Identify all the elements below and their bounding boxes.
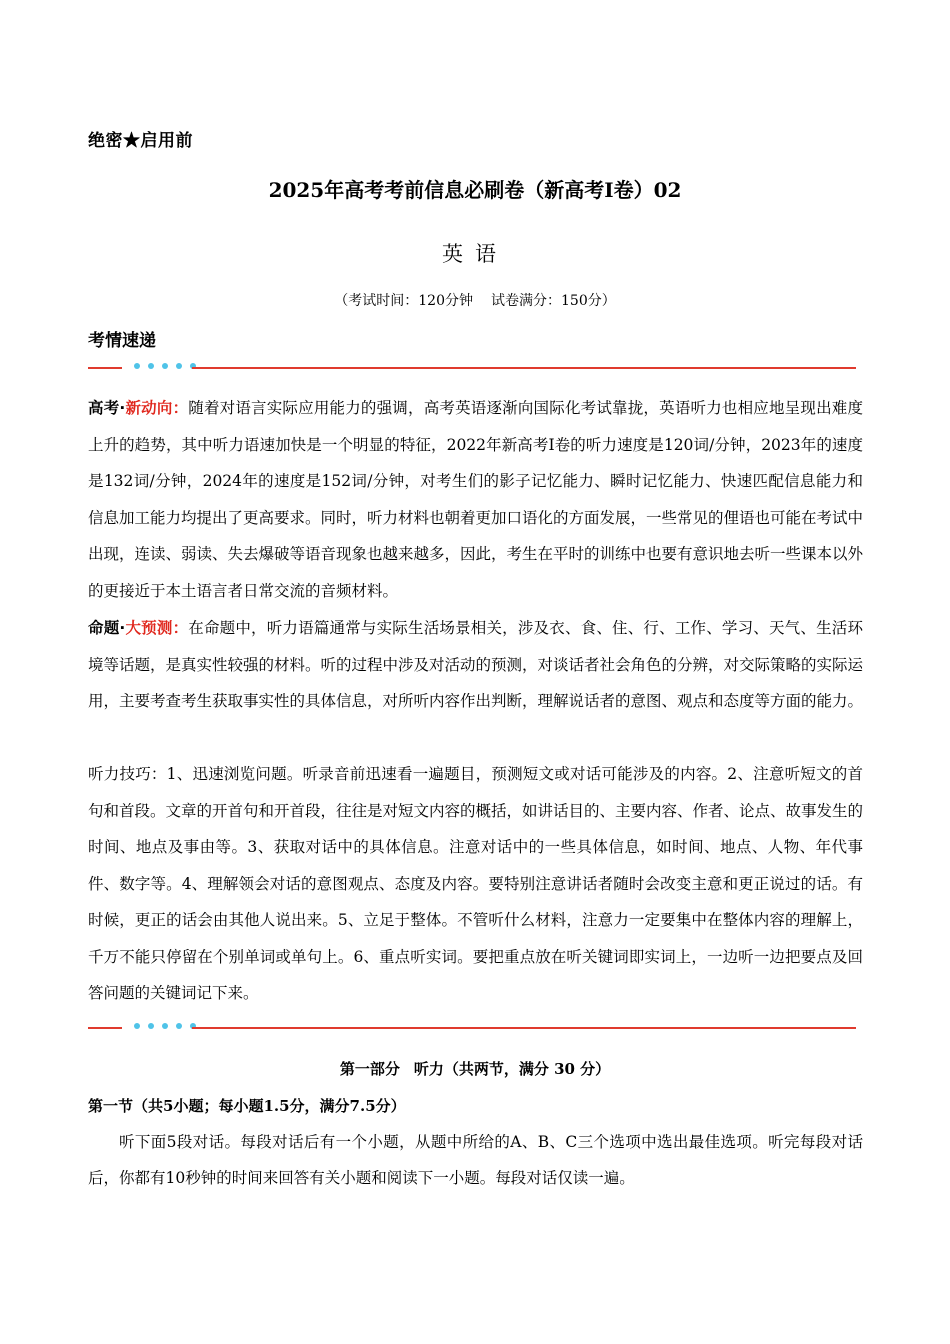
exam-time: （考试时间：120分钟 [334, 293, 473, 309]
new-trend-paragraph [88, 390, 863, 609]
section-one-title: 第一节（共5小题；每小题1.5分，满分7.5分） [88, 1097, 406, 1115]
prediction-label-prefix: 命题· [88, 619, 126, 637]
new-trend-label: 新动向 [125, 399, 173, 417]
prediction-paragraph [88, 610, 863, 720]
part-one-title [0, 1058, 950, 1079]
prediction-label-colon: ： [172, 619, 189, 637]
divider-dash [88, 367, 122, 369]
divider-dots [134, 1023, 196, 1029]
divider-dots [134, 363, 196, 369]
new-trend-text: 随着对语言实际应用能力的强调，高考英语逐渐向国际化考试靠拢，英语听力也相应地呈现出难度上升的趋势，其中听力语速加快是一个明显的特征，2022年新高考Ⅰ卷的听力速度是120词/分钟，2023年的速度是132词/分钟，2024年的速度是152词/分钟，对考生们的影子记忆能力、瞬时记忆能力、快速匹配信息能力和信息加工能力均提出了更高要求。同时，听力材料也朝着更加口语化的方面发展，一些常见的俚语也可能在考试中出现，连读、弱读、失去爆破等语音现象也越来越多，因此，考生在平时的训练中也要有意识地去听一些课本以外的更接近于本土语言者日常交流的音频材料。 [88, 399, 864, 600]
exam-trend-heading: 考情速递 [88, 331, 156, 351]
divider-dot [162, 1023, 168, 1029]
divider-dot [148, 363, 154, 369]
full-score: 试卷满分：150分） [491, 293, 616, 309]
new-trend-label-prefix: 高考· [88, 399, 126, 417]
part-one-label: 第一部分 [339, 1060, 400, 1078]
prediction-text: 在命题中，听力语篇通常与实际生活场景相关，涉及衣、食、住、行、工作、学习、天气、生活环境等话题，是真实性较强的材料。听的过程中涉及对活动的预测，对谈话者社会角色的分辨，对交际策略的实际运用，主要考查考生获取事实性的具体信息，对所听内容作出判断，理解说话者的意图、观点和态度等方面的能力。 [88, 619, 864, 710]
divider-dot [134, 1023, 140, 1029]
part-one-description: 听力（共两节，满分 30 分） [413, 1060, 611, 1078]
divider-dot [162, 363, 168, 369]
divider-line [192, 367, 856, 369]
divider-dash [88, 1027, 122, 1029]
decorative-divider-top [88, 362, 856, 374]
subject-title: 英语 [442, 242, 508, 266]
confidential-mark: 绝密★启用前 [88, 131, 193, 151]
prediction-label: 大预测 [125, 619, 173, 637]
section-one-instructions: 听下面5段对话。每段对话后有一个小题，从题中所给的A、B、C三个选项中选出最佳选项。听完每段对话后，你都有10秒钟的时间来回答有关小题和阅读下一小题。每段对话仅读一遍。 [88, 1133, 863, 1187]
listening-tips-paragraph: 听力技巧：1、迅速浏览问题。听录音前迅速看一遍题目，预测短文或对话可能涉及的内容。2、注意听短文的首句和首段。文章的开首句和开首段，往往是对短文内容的概括，如讲话目的、主要内容、作者、论点、故事发生的时间、地点及事由等。3、获取对话中的具体信息。注意对话中的一些具体信息，如时间、地点、人物、年代事件、数字等。4、理解领会对话的意图观点、态度及内容。要特别注意讲话者随时会改变主意和更正说过的话。有时候，更正的话会由其他人说出来。5、立足于整体。不管听什么材料，注意力一定要集中在整体内容的理解上，千万不能只停留在个别单词或单句上。6、重点听实词。要把重点放在听关键词即实词上，一边听一边把要点及回答问题的关键词记下来。 [88, 765, 864, 1002]
divider-dot [134, 363, 140, 369]
divider-dot [148, 1023, 154, 1029]
divider-dot [176, 363, 182, 369]
new-trend-label-colon: ： [172, 399, 189, 417]
exam-info [0, 290, 950, 310]
divider-line [192, 1027, 856, 1029]
divider-dot [176, 1023, 182, 1029]
decorative-divider-bottom [88, 1022, 856, 1034]
exam-title: 2025年高考考前信息必刷卷（新高考I卷）02 [268, 178, 682, 202]
